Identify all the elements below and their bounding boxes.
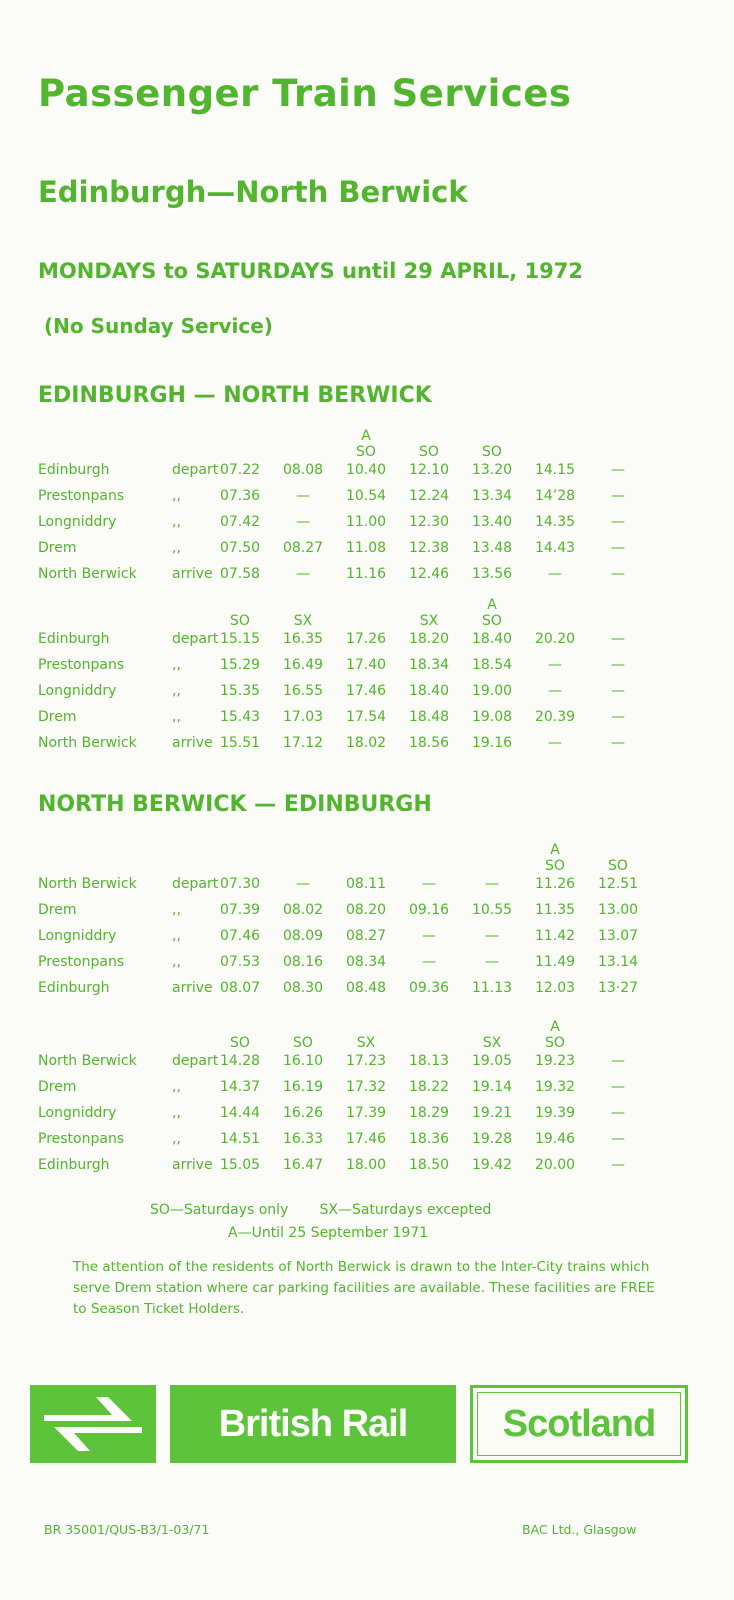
train-time: 09.16 (408, 902, 450, 918)
service-day-code: SO (545, 1035, 565, 1051)
train-time: — (485, 954, 499, 970)
train-time: 10.55 (471, 902, 513, 918)
scotland-region-logo (470, 1385, 688, 1463)
arrive-depart-label: ,, (172, 1079, 181, 1095)
legend-codes: SO—Saturdays only SX—Saturdays excepted (150, 1202, 492, 1218)
timetable-row (38, 1131, 678, 1157)
train-time: 08.08 (282, 462, 324, 478)
train-time: 18.34 (408, 657, 450, 673)
train-time: 19.08 (471, 709, 513, 725)
train-time: — (611, 1053, 625, 1069)
train-time: — (611, 657, 625, 673)
train-time: 18.02 (345, 735, 387, 751)
train-time: 07.46 (219, 928, 261, 944)
arrive-depart-label: arrive (172, 566, 213, 582)
train-time: — (611, 514, 625, 530)
station-name: Prestonpans (38, 954, 125, 970)
train-time: 18.20 (408, 631, 450, 647)
timetable-row (38, 928, 678, 954)
station-name: Longniddry (38, 1105, 117, 1121)
timetable-row (38, 902, 678, 928)
timetable-row (38, 1079, 678, 1105)
scotland-label: Scotland (502, 1402, 656, 1445)
train-time: 14.28 (219, 1053, 261, 1069)
service-day-code: SO (482, 444, 502, 460)
station-name: Prestonpans (38, 1131, 125, 1147)
train-time: 16.26 (282, 1105, 324, 1121)
station-name: Longniddry (38, 928, 117, 944)
train-time: 09.36 (408, 980, 450, 996)
service-day-code: SO (356, 444, 376, 460)
timetable-row (38, 631, 678, 657)
route-title: Edinburgh—North Berwick (38, 175, 468, 209)
arrive-depart-label: depart (172, 631, 219, 647)
train-time: 18.40 (408, 683, 450, 699)
train-time: 17.54 (345, 709, 387, 725)
train-time: 19.21 (471, 1105, 513, 1121)
timetable-row (38, 709, 678, 735)
train-time: 12.10 (408, 462, 450, 478)
timetable-row (38, 566, 678, 592)
timetable-row (38, 735, 678, 761)
train-time: 16.55 (282, 683, 324, 699)
station-name: Longniddry (38, 514, 117, 530)
train-time: 10.40 (345, 462, 387, 478)
timetable-row (38, 657, 678, 683)
train-time: 12.46 (408, 566, 450, 582)
timetable-row (38, 876, 678, 902)
train-time: 19.42 (471, 1157, 513, 1173)
parking-notice: The attention of the residents of North Berwick is drawn to the Inter-City trains which serve Drem station where car parking facilities are available. These facilities are FREE to Season Ticket Holders. (73, 1259, 655, 1317)
train-time: 19.32 (534, 1079, 576, 1095)
train-time: 15.15 (219, 631, 261, 647)
train-time: 14.44 (219, 1105, 261, 1121)
train-time: 13·27 (597, 980, 639, 996)
service-day-code: SO (545, 858, 565, 874)
arrive-depart-label: depart (172, 462, 219, 478)
arrive-depart-label: ,, (172, 657, 181, 673)
station-name: North Berwick (38, 876, 137, 892)
train-time: 11.13 (471, 980, 513, 996)
train-time: 12.24 (408, 488, 450, 504)
arrive-depart-label: ,, (172, 540, 181, 556)
train-time: — (611, 1105, 625, 1121)
train-time: 14.35 (534, 514, 576, 530)
train-time: — (548, 657, 562, 673)
train-time: 12.51 (597, 876, 639, 892)
arrive-depart-label: arrive (172, 1157, 213, 1173)
train-time: 17.40 (345, 657, 387, 673)
train-time: 20.20 (534, 631, 576, 647)
train-time: — (296, 514, 310, 530)
train-time: 16.49 (282, 657, 324, 673)
station-name: Edinburgh (38, 631, 110, 647)
train-time: — (611, 566, 625, 582)
train-time: 14.43 (534, 540, 576, 556)
train-time: 08.02 (282, 902, 324, 918)
train-time: 07.53 (219, 954, 261, 970)
timetable-up-morning (38, 842, 678, 1002)
train-time: — (611, 540, 625, 556)
train-time: 14.15 (534, 462, 576, 478)
train-time: 07.58 (219, 566, 261, 582)
train-time: 08.09 (282, 928, 324, 944)
section-title-up: NORTH BERWICK — EDINBURGH (38, 792, 432, 817)
station-name: Drem (38, 709, 77, 725)
train-time: 11.42 (534, 928, 576, 944)
train-time: 11.35 (534, 902, 576, 918)
train-time: 18.36 (408, 1131, 450, 1147)
arrive-depart-label: ,, (172, 902, 181, 918)
station-name: Prestonpans (38, 657, 125, 673)
train-time: 16.33 (282, 1131, 324, 1147)
train-time: 08.34 (345, 954, 387, 970)
train-time: — (548, 683, 562, 699)
train-time: — (611, 488, 625, 504)
train-time: 13.34 (471, 488, 513, 504)
train-time: 20.39 (534, 709, 576, 725)
train-time: 13.00 (597, 902, 639, 918)
timetable-row (38, 954, 678, 980)
train-time: — (485, 876, 499, 892)
arrive-depart-label: ,, (172, 1131, 181, 1147)
arrive-depart-label: ,, (172, 514, 181, 530)
printer-credit: BAC Ltd., Glasgow (522, 1522, 637, 1537)
british-rail-logo: British Rail (170, 1385, 456, 1463)
train-time: 15.05 (219, 1157, 261, 1173)
train-time: 08.27 (282, 540, 324, 556)
timetable-row (38, 1053, 678, 1079)
sunday-note: (No Sunday Service) (44, 314, 273, 338)
train-time: 14.37 (219, 1079, 261, 1095)
service-note-code: A (361, 428, 371, 444)
train-time: — (422, 954, 436, 970)
train-time: 15.35 (219, 683, 261, 699)
train-time: 13.07 (597, 928, 639, 944)
service-day-code: SX (356, 1035, 376, 1051)
train-time: 19.00 (471, 683, 513, 699)
service-day-code: SO (482, 613, 502, 629)
train-time: 18.56 (408, 735, 450, 751)
train-time: — (485, 928, 499, 944)
station-name: Drem (38, 902, 77, 918)
service-day-code: SO (293, 1035, 313, 1051)
train-time: 07.30 (219, 876, 261, 892)
station-name: Edinburgh (38, 462, 110, 478)
train-time: 08.07 (219, 980, 261, 996)
train-time: 07.50 (219, 540, 261, 556)
station-name: North Berwick (38, 735, 137, 751)
train-time: 19.16 (471, 735, 513, 751)
train-time: 17.39 (345, 1105, 387, 1121)
train-time: — (611, 735, 625, 751)
train-time: 17.23 (345, 1053, 387, 1069)
train-time: 13.56 (471, 566, 513, 582)
station-name: North Berwick (38, 1053, 137, 1069)
station-name: Prestonpans (38, 488, 125, 504)
train-time: 15.43 (219, 709, 261, 725)
train-time: 11.08 (345, 540, 387, 556)
timetable-up-afternoon (38, 1019, 678, 1179)
arrive-depart-label: ,, (172, 954, 181, 970)
service-day-code: SO (608, 858, 628, 874)
service-note-code: A (487, 597, 497, 613)
train-time: 19.05 (471, 1053, 513, 1069)
train-time: 11.26 (534, 876, 576, 892)
train-time: 08.16 (282, 954, 324, 970)
train-time: — (611, 709, 625, 725)
train-time: 16.35 (282, 631, 324, 647)
arrive-depart-label: depart (172, 876, 219, 892)
section-title-down: EDINBURGH — NORTH BERWICK (38, 383, 432, 408)
timetable-down-afternoon (38, 597, 678, 757)
train-time: 08.30 (282, 980, 324, 996)
train-time: — (548, 735, 562, 751)
train-time: 13.20 (471, 462, 513, 478)
train-time: 10.54 (345, 488, 387, 504)
train-time: 13.48 (471, 540, 513, 556)
train-time: 12.38 (408, 540, 450, 556)
train-time: 11.16 (345, 566, 387, 582)
train-time: 17.46 (345, 1131, 387, 1147)
train-time: 11.00 (345, 514, 387, 530)
train-time: 07.39 (219, 902, 261, 918)
train-time: 18.54 (471, 657, 513, 673)
british-rail-double-arrow-icon (30, 1385, 156, 1463)
train-time: — (611, 683, 625, 699)
validity-period: MONDAYS to SATURDAYS until 29 APRIL, 1972 (38, 259, 583, 283)
train-time: 15.29 (219, 657, 261, 673)
train-time: 16.47 (282, 1157, 324, 1173)
train-time: — (296, 566, 310, 582)
timetable-row (38, 683, 678, 709)
station-name: Edinburgh (38, 980, 110, 996)
service-day-code: SX (419, 613, 439, 629)
arrive-depart-label: ,, (172, 709, 181, 725)
train-time: 08.48 (345, 980, 387, 996)
train-time: 08.11 (345, 876, 387, 892)
station-name: Drem (38, 1079, 77, 1095)
train-time: 19.14 (471, 1079, 513, 1095)
timetable-row (38, 1157, 678, 1183)
train-time: 08.27 (345, 928, 387, 944)
train-time: 18.50 (408, 1157, 450, 1173)
train-time: 18.00 (345, 1157, 387, 1173)
timetable-row (38, 980, 678, 1006)
service-day-code: SO (230, 613, 250, 629)
service-note-code: A (550, 842, 560, 858)
service-day-code: SX (293, 613, 313, 629)
train-time: 19.39 (534, 1105, 576, 1121)
train-time: — (422, 928, 436, 944)
train-time: 17.32 (345, 1079, 387, 1095)
service-note-code: A (550, 1019, 560, 1035)
train-time: 14.51 (219, 1131, 261, 1147)
timetable-row (38, 1105, 678, 1131)
arrive-depart-label: ,, (172, 683, 181, 699)
service-day-code: SX (482, 1035, 502, 1051)
timetable-row (38, 488, 678, 514)
train-time: — (611, 462, 625, 478)
train-time: 08.20 (345, 902, 387, 918)
arrive-depart-label: arrive (172, 735, 213, 751)
page-title: Passenger Train Services (38, 72, 572, 115)
train-time: — (548, 566, 562, 582)
print-reference: BR 35001/QUS-B3/1-03/71 (44, 1522, 210, 1537)
train-time: 19.28 (471, 1131, 513, 1147)
arrive-depart-label: arrive (172, 980, 213, 996)
arrive-depart-label: depart (172, 1053, 219, 1069)
service-day-code: SO (230, 1035, 250, 1051)
legend-a-note: A—Until 25 September 1971 (228, 1225, 429, 1241)
train-time: — (296, 876, 310, 892)
train-time: 18.40 (471, 631, 513, 647)
train-time: 17.12 (282, 735, 324, 751)
train-time: 11.49 (534, 954, 576, 970)
station-name: Longniddry (38, 683, 117, 699)
arrive-depart-label: ,, (172, 1105, 181, 1121)
train-time: — (611, 1079, 625, 1095)
train-time: 19.46 (534, 1131, 576, 1147)
station-name: Edinburgh (38, 1157, 110, 1173)
station-name: North Berwick (38, 566, 137, 582)
arrive-depart-label: ,, (172, 488, 181, 504)
timetable-row (38, 514, 678, 540)
train-time: 17.46 (345, 683, 387, 699)
train-time: 18.13 (408, 1053, 450, 1069)
train-time: 19.23 (534, 1053, 576, 1069)
train-time: — (611, 1157, 625, 1173)
train-time: 07.22 (219, 462, 261, 478)
train-time: 16.19 (282, 1079, 324, 1095)
train-time: 13.14 (597, 954, 639, 970)
train-time: — (611, 1131, 625, 1147)
train-time: 07.42 (219, 514, 261, 530)
timetable-row (38, 462, 678, 488)
station-name: Drem (38, 540, 77, 556)
train-time: — (422, 876, 436, 892)
train-time: 12.03 (534, 980, 576, 996)
train-time: 15.51 (219, 735, 261, 751)
train-time: 18.48 (408, 709, 450, 725)
train-time: 17.03 (282, 709, 324, 725)
train-time: 16.10 (282, 1053, 324, 1069)
train-time: — (611, 631, 625, 647)
timetable-row (38, 540, 678, 566)
train-time: 20.00 (534, 1157, 576, 1173)
train-time: 17.26 (345, 631, 387, 647)
train-time: 12.30 (408, 514, 450, 530)
train-time: — (296, 488, 310, 504)
timetable-down-morning (38, 428, 678, 588)
train-time: 13.40 (471, 514, 513, 530)
train-time: 14’28 (534, 488, 576, 504)
train-time: 18.29 (408, 1105, 450, 1121)
service-day-code: SO (419, 444, 439, 460)
arrive-depart-label: ,, (172, 928, 181, 944)
train-time: 18.22 (408, 1079, 450, 1095)
train-time: 07.36 (219, 488, 261, 504)
